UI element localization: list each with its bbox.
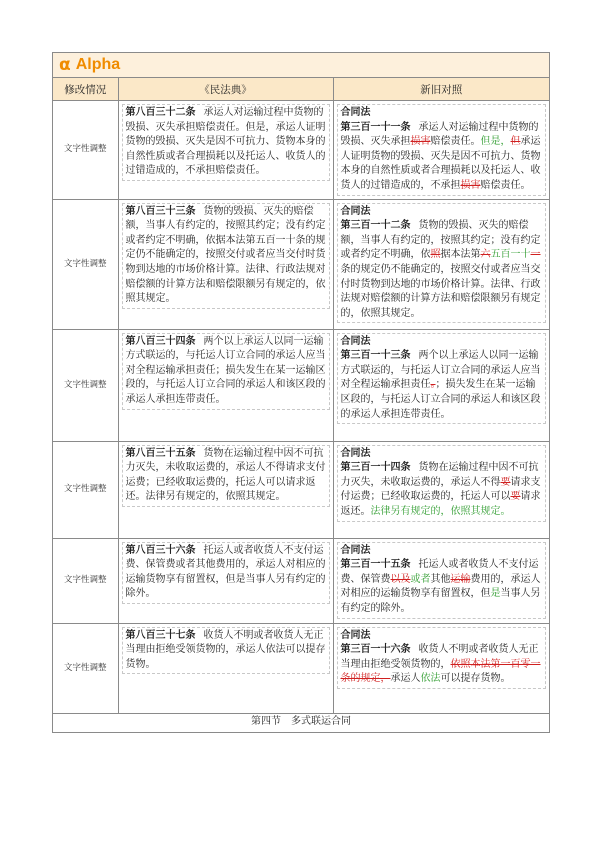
civil-code-cell bbox=[118, 441, 333, 538]
article-number: 第八百三十三条 bbox=[125, 205, 196, 217]
old-text: 承运人证明货物的毁损、灭失是因不可抗力、货物本身的自然性质或者合理损耗以及托运人、收货人的过错造成的，不承担 bbox=[340, 136, 541, 191]
comparison-table bbox=[53, 78, 549, 732]
old-law-title: 合同法 bbox=[340, 447, 371, 459]
table-row bbox=[53, 538, 549, 623]
article-text: 货物在运输过程中因不可抗力灭失，未收取运费的，承运人不得请求支付运费；已经收取运费的，托运人可以请求返还。法律另有规定的，依照其规定。 bbox=[125, 447, 326, 503]
article-number: 第八百三十二条 bbox=[125, 107, 196, 118]
old-text: 赔偿责任。 bbox=[480, 179, 531, 191]
header-old-new-compare: 新旧对照 bbox=[333, 78, 549, 101]
table-row bbox=[53, 441, 549, 538]
header-change-type: 修改情况 bbox=[53, 78, 118, 101]
old-article-number: 第三百一十三条 bbox=[340, 350, 411, 362]
old-text: 条的规定仍不能确定的，按照交付或者应当交付时货物到达地的市场价格计算。法律、行政法规对赔偿额的计算方法和赔偿限额另有规定的，依照其规定。 bbox=[340, 263, 541, 319]
old-text: 收货人不明或者收货人无正当理由拒绝受领货物的， bbox=[340, 644, 539, 670]
change-type-cell: 文字性调整 bbox=[53, 623, 118, 713]
old-text: 赔偿责任。 bbox=[430, 136, 481, 148]
change-type-cell: 文字性调整 bbox=[53, 329, 118, 441]
old-law-title: 合同法 bbox=[340, 107, 371, 118]
change-type-cell: 文字性调整 bbox=[53, 538, 118, 623]
deleted-text: 损害 bbox=[460, 179, 481, 191]
change-type-cell: 文字性调整 bbox=[53, 101, 118, 200]
change-type-cell: 文字性调整 bbox=[53, 441, 118, 538]
old-article-number: 第三百一十一条 bbox=[340, 121, 411, 133]
old-law-title: 合同法 bbox=[340, 629, 371, 641]
header-civil-code: 《民法典》 bbox=[118, 78, 333, 101]
old-law-cell bbox=[333, 623, 549, 713]
old-text: 两个以上承运人以同一运输方式联运的，与托运人订立合同的承运人应当对全程运输承担责任 bbox=[340, 350, 541, 391]
old-article-number: 第三百一十五条 bbox=[340, 559, 411, 571]
civil-code-cell bbox=[118, 538, 333, 623]
civil-code-cell bbox=[118, 329, 333, 441]
comparison-document bbox=[52, 52, 550, 733]
deleted-text: 六 bbox=[480, 249, 491, 261]
old-law-cell bbox=[333, 441, 549, 538]
table-row bbox=[53, 199, 549, 329]
deleted-text: 损害 bbox=[410, 136, 431, 148]
old-law-title: 合同法 bbox=[340, 205, 371, 217]
added-text: 但是， bbox=[480, 136, 511, 148]
article-number: 第八百三十七条 bbox=[125, 629, 196, 641]
old-text: 货物的毁损、灭失的赔偿额，当事人有约定的，按照其约定；没有约定或者约定不明确，依 bbox=[340, 220, 541, 261]
deleted-text: 运输 bbox=[450, 573, 471, 585]
section-title: 第四节 多式联运合同 bbox=[53, 713, 549, 732]
old-text: 当事人另有约定的除外。 bbox=[340, 588, 541, 614]
old-law-cell bbox=[333, 538, 549, 623]
brand-name: Alpha bbox=[75, 56, 121, 73]
old-text: 托运人或者收货人不支付运费、保管费 bbox=[340, 559, 539, 585]
old-article-number: 第三百一十二条 bbox=[340, 220, 411, 232]
deleted-text: 以及 bbox=[390, 573, 411, 585]
old-text: 请求支付运费；已经收取运费的，托运人可以 bbox=[340, 476, 541, 503]
old-text: 据本法第 bbox=[440, 249, 481, 261]
old-law-cell bbox=[333, 101, 549, 200]
deleted-text: 但 bbox=[510, 136, 521, 148]
civil-code-cell bbox=[118, 623, 333, 713]
old-text: ；损失发生在某一运输区段的，与托运人订立合同的承运人和该区段的承运人承担连带责任。 bbox=[340, 379, 541, 420]
civil-code-cell bbox=[118, 101, 333, 200]
deleted-text: 照 bbox=[430, 249, 441, 261]
deleted-text: 。 bbox=[430, 379, 436, 391]
added-text: 五百一十 bbox=[490, 249, 531, 261]
table-row bbox=[53, 329, 549, 441]
alpha-logo-icon: α bbox=[59, 54, 71, 75]
brand-bar bbox=[53, 53, 549, 78]
old-article-number: 第三百一十四条 bbox=[340, 462, 411, 474]
old-law-cell bbox=[333, 199, 549, 329]
article-text: 收货人不明或者收货人无正当理由拒绝受领货物的，承运人依法可以提存货物。 bbox=[125, 629, 326, 670]
old-text: 承运人 bbox=[390, 673, 421, 685]
deleted-text: 要 bbox=[510, 491, 521, 503]
article-text: 两个以上承运人以同一运输方式联运的，与托运人订立合同的承运人应当对全程运输承担责任；损失发生在某一运输区段的，与托运人订立合同的承运人和该区段的承运人承担连带责任。 bbox=[125, 335, 326, 405]
old-text: 承运人对运输过程中货物的毁损、灭失承担 bbox=[340, 121, 539, 148]
change-type-cell: 文字性调整 bbox=[53, 199, 118, 329]
added-text: 依法 bbox=[420, 673, 441, 685]
old-text: 请求返还。 bbox=[340, 491, 541, 517]
article-number: 第八百三十四条 bbox=[125, 335, 196, 347]
article-text: 托运人或者收货人不支付运费、保管费或者其他费用的，承运人对相应的运输货物享有留置权，但是当事人另有约定的除外。 bbox=[125, 544, 326, 600]
old-law-title: 合同法 bbox=[340, 544, 371, 556]
added-text: 或者 bbox=[410, 573, 431, 585]
old-text: 费用的，承运人对相应的运输货物享有留置权，但 bbox=[340, 573, 541, 600]
table-row bbox=[53, 101, 549, 200]
table-row bbox=[53, 623, 549, 713]
added-text: 法律另有规定的，依照其规定。 bbox=[370, 505, 511, 517]
old-text: 可以提存货物。 bbox=[440, 673, 511, 685]
article-number: 第八百三十六条 bbox=[125, 544, 196, 556]
deleted-text: 依照本法第一百零一条的规定， bbox=[340, 658, 541, 685]
civil-code-cell bbox=[118, 199, 333, 329]
article-text: 货物的毁损、灭失的赔偿额，当事人有约定的，按照其约定；没有约定或者约定不明确，依据本法第五百一十条的规定仍不能确定的，按照交付或者应当交付时货物到达地的市场价格计算。法律、行政法规对赔偿额的计算方法和赔偿限额另有规定的，依照其规定。 bbox=[125, 205, 326, 305]
deleted-text: 一 bbox=[530, 249, 541, 261]
deleted-text: 要 bbox=[500, 476, 511, 488]
old-law-cell bbox=[333, 329, 549, 441]
old-law-title: 合同法 bbox=[340, 335, 371, 347]
old-text: 货物在运输过程中因不可抗力灭失，未收取运费的，承运人不得 bbox=[340, 462, 539, 488]
article-text: 承运人对运输过程中货物的毁损、灭失承担赔偿责任。但是，承运人证明货物的毁损、灭失是因不可抗力、货物本身的自然性质或者合理损耗以及托运人、收货人的过错造成的，不承担赔偿责任。 bbox=[125, 107, 326, 177]
section-row bbox=[53, 713, 549, 732]
old-article-number: 第三百一十六条 bbox=[340, 644, 411, 656]
old-text: 其他 bbox=[430, 573, 451, 585]
article-number: 第八百三十五条 bbox=[125, 447, 196, 459]
table-header-row bbox=[53, 78, 549, 101]
added-text: 是 bbox=[490, 588, 501, 600]
